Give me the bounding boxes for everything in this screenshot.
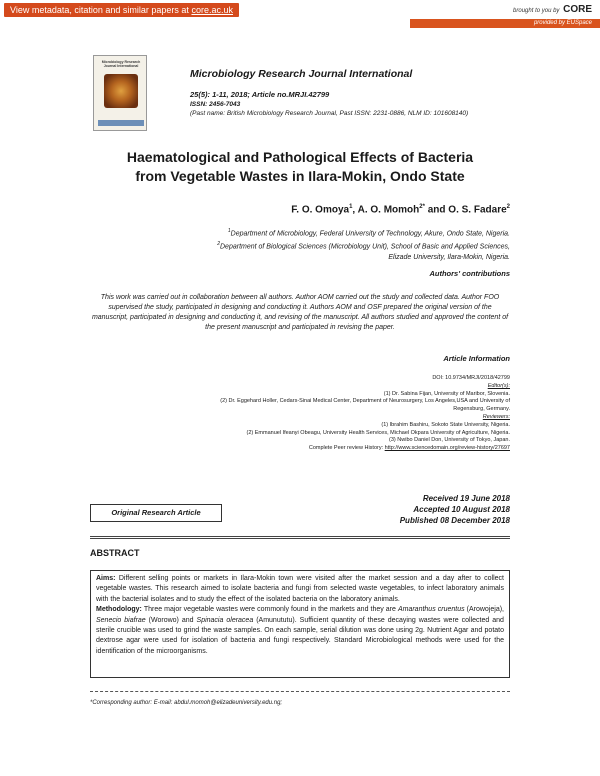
reviewer-3: (3) Nwibo Daniel Don, University of Tokyo, Japan. (389, 437, 510, 444)
editor-2: (2) Dr. Eggehard Holler, Cedars-Sinai Medical Center, Department of Neurosurgery, Los Angeles,USA and University of (220, 398, 510, 405)
contributions-heading: Authors' contributions (429, 269, 510, 278)
core-brand[interactable] (513, 4, 592, 15)
journal-name: Microbiology Research Journal International (190, 68, 413, 80)
affiliation-1 (90, 226, 510, 239)
journal-issn: ISSN: 2456-7043 (190, 101, 241, 108)
journal-past-name: (Past name: British Microbiology Research Journal, Past ISSN: 2231-0886, NLM ID: 101608140) (190, 110, 469, 117)
doi: DOI: 10.9734/MRJI/2018/42799 (432, 375, 510, 381)
editor-1: (1) Dr. Sabina Fijan, University of Maribor, Slovenia. (383, 390, 510, 397)
species-2: Senecio biafrae (96, 616, 146, 624)
cover-illustration (104, 74, 138, 108)
title-line-1: Haematological and Pathological Effects of Bacteria (126, 149, 474, 165)
author-3: O. S. Fadare (448, 204, 507, 216)
methodology-text-2: (Arowojeja), (466, 606, 504, 614)
title-line-2: from Vegetable Wastes in Ilara-Mokin, Ondo State (135, 168, 465, 184)
cover-footer-band (98, 120, 144, 126)
species-3: Spinacia oleracea (196, 616, 254, 624)
author-2-sup: 2* (419, 204, 425, 210)
journal-cover-image (93, 55, 147, 131)
abstract-aims (96, 574, 504, 605)
author-1: F. O. Omoya (291, 204, 350, 216)
review-history-link[interactable]: http://www.sciencedomain.org/review-history/27697 (384, 445, 510, 452)
species-1: Amaranthus cruentus (397, 606, 465, 614)
divider-top-2 (90, 538, 510, 539)
author-2: A. O. Momoh (357, 204, 420, 216)
reviewers-label: Reviewers: (482, 413, 510, 420)
core-logo-text: CORE (563, 4, 592, 15)
core-metadata-link[interactable] (4, 3, 239, 17)
accepted-date: Accepted 10 August 2018 (413, 505, 510, 514)
affiliation-2b: Elizade University, Ilara-Mokin, Nigeria. (388, 253, 510, 261)
core-banner (0, 0, 600, 29)
affiliation-2-sup: 2 (217, 241, 220, 248)
abstract-box (90, 570, 510, 678)
core-link-text: View metadata, citation and similar papers at (10, 5, 189, 15)
affiliation-1-sup: 1 (227, 228, 231, 234)
author-1-sup: 1 (349, 204, 353, 210)
editor-2b: Regensburg, Germany. (453, 406, 510, 413)
article-info-heading: Article Information (443, 354, 510, 363)
reviewer-2: (2) Emmanuel Ifeanyi Obeagu, University Health Services, Michael Okpara University of Agriculture, Nigeria. (246, 429, 510, 436)
provided-by: provided by EUSpace (410, 19, 600, 28)
affiliations (90, 226, 510, 263)
affiliation-2-text: Department of Biological Sciences (Microbiology Unit), School of Basic and Applied Sciences, (220, 243, 510, 251)
author-3-sup: 2 (506, 204, 510, 210)
methodology-label: Methodology: (96, 606, 142, 614)
editors-label: Editor(s): (487, 382, 510, 389)
journal-issue: 25(5): 1-11, 2018; Article no.MRJI.42799 (190, 90, 330, 99)
reviewer-1: (1) Ibrahim Bashiru, Sokoto State University, Nigeria. (381, 421, 510, 428)
author-list: F. O. Omoya$^1$, A. O. Momoh$^{2*}$ and O. S. Fadare$^2$ (291, 204, 510, 216)
core-link-url[interactable]: core.ac.uk (191, 5, 233, 15)
corresponding-author: *Corresponding author: E-mail: abdul.momoh@elizadeuniversity.edu.ng; (90, 700, 283, 706)
review-history (50, 445, 510, 453)
article-info (50, 375, 510, 453)
abstract-methodology (96, 605, 504, 657)
aims-text: Different selling points or markets in Ilara-Mokin town were visited after the market session and a day after to collect vegetable wastes. This research aimed to isolate bacteria and fungi from selected waste vegetables, to infect laboratory animals with the bacterial isolates and to study the effect of the isolated bacteria on the laboratory animals. (96, 575, 504, 603)
methodology-text-1: Three major vegetable wastes were commonly found in the markets and they are (143, 606, 396, 614)
footnote-separator (90, 691, 510, 692)
article-dates (400, 493, 510, 526)
aims-label: Aims: (96, 575, 116, 582)
divider-top (90, 536, 510, 537)
methodology-text-3: (Worowo) and (148, 616, 194, 624)
abstract-heading: ABSTRACT (90, 548, 140, 558)
article-type-box: Original Research Article (90, 504, 222, 522)
contributions-text: This work was carried out in collaboration between all authors. Author AOM carried out the study and collected data. Author FOO supervised the study, participated in designing and conducting it. Authors AOM and OSF prepared the original version of the manuscript, participated in designing and conducting it, and revising of the manuscript. All authors studied and approved the content of the present manuscript and participated in revising the paper. (91, 294, 509, 331)
received-date: Received 19 June 2018 (422, 494, 510, 503)
article-title (80, 148, 520, 186)
affiliation-2 (90, 239, 510, 252)
published-date: Published 08 December 2018 (399, 516, 510, 525)
review-history-label: Complete Peer review History: (308, 445, 384, 452)
brought-by-text: brought to you by (513, 8, 560, 14)
cover-title: Microbiology Research Journal International (101, 60, 141, 68)
methodology-text-4: (Amunututu). Sufficient quantity of these decaying wastes were collected and sterile crucible was used to grind the waste samples. On each sample, serial dilution was done using 2g. Nutrient Agar and potato dextrose agar were used for isolation of bacteria and fungi respectively. Standard Microbiological methods were used for the identification of the microorganisms. (96, 616, 504, 655)
affiliation-1-text: Department of Microbiology, Federal University of Technology, Akure, Ondo State, Nigeria. (230, 230, 510, 238)
